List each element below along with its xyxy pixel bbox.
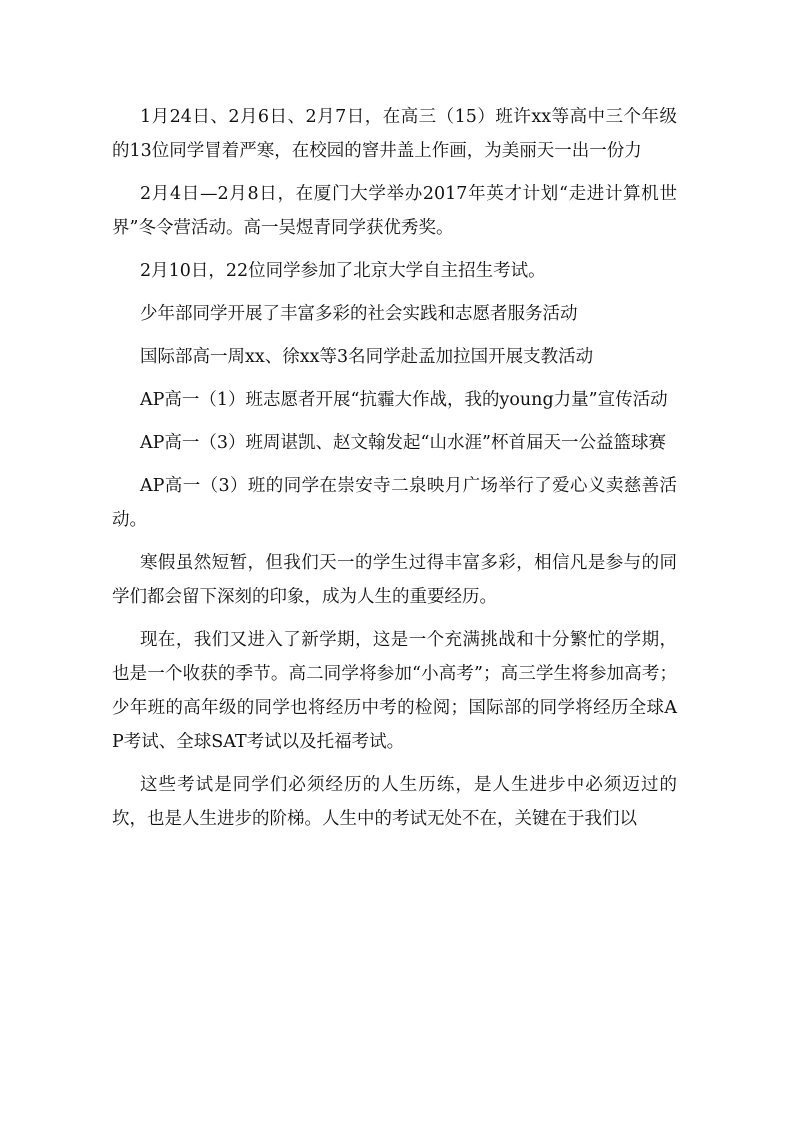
paragraph: 寒假虽然短暂，但我们天一的学生过得丰富多彩，相信凡是参与的同学们都会留下深刻的印象，成为人生的重要经历。 — [112, 553, 677, 607]
paragraph: 现在，我们又进入了新学期，这是一个充满挑战和十分繁忙的学期，也是一个收获的季节。高二同学将参加“小高考”；高三学生将参加高考；少年班的高年级的同学也将经历中考的检阅；国际部的同学将经历全球AP考试、全球SAT考试以及托福考试。 — [112, 630, 677, 752]
paragraph: 少年部同学开展了丰富多彩的社会实践和志愿者服务活动 — [140, 304, 578, 324]
paragraph: 2月10日，22位同学参加了北京大学自主招生考试。 — [140, 261, 546, 281]
paragraph: AP高一（1）班志愿者开展“抗霾大作战，我的young力量”宣传活动 — [140, 390, 668, 410]
paragraph: 这些考试是同学们必须经历的人生历练，是人生进步中必须迈过的坎，也是人生进步的阶梯。人生中的考试无处不在，关键在于我们以 — [112, 775, 677, 829]
paragraph: 2月4日—2月8日，在厦门大学举办2017年英才计划“走进计算机世界”冬令营活动。高一吴煜青同学获优秀奖。 — [112, 184, 677, 238]
paragraph: AP高一（3）班的同学在崇安寺二泉映月广场举行了爱心义卖慈善活动。 — [112, 476, 677, 530]
paragraph: 国际部高一周xx、徐xx等3名同学赴孟加拉国开展支教活动 — [140, 347, 594, 367]
paragraph: AP高一（3）班周谌凯、赵文翰发起“山水涯”杯首届天一公益篮球赛 — [140, 433, 666, 453]
document-body — [112, 100, 677, 845]
paragraph: 1月24日、2月6日、2月7日，在高三（15）班许xx等高中三个年级的13位同学冒着严寒，在校园的窨井盖上作画，为美丽天一出一份力 — [112, 107, 677, 161]
